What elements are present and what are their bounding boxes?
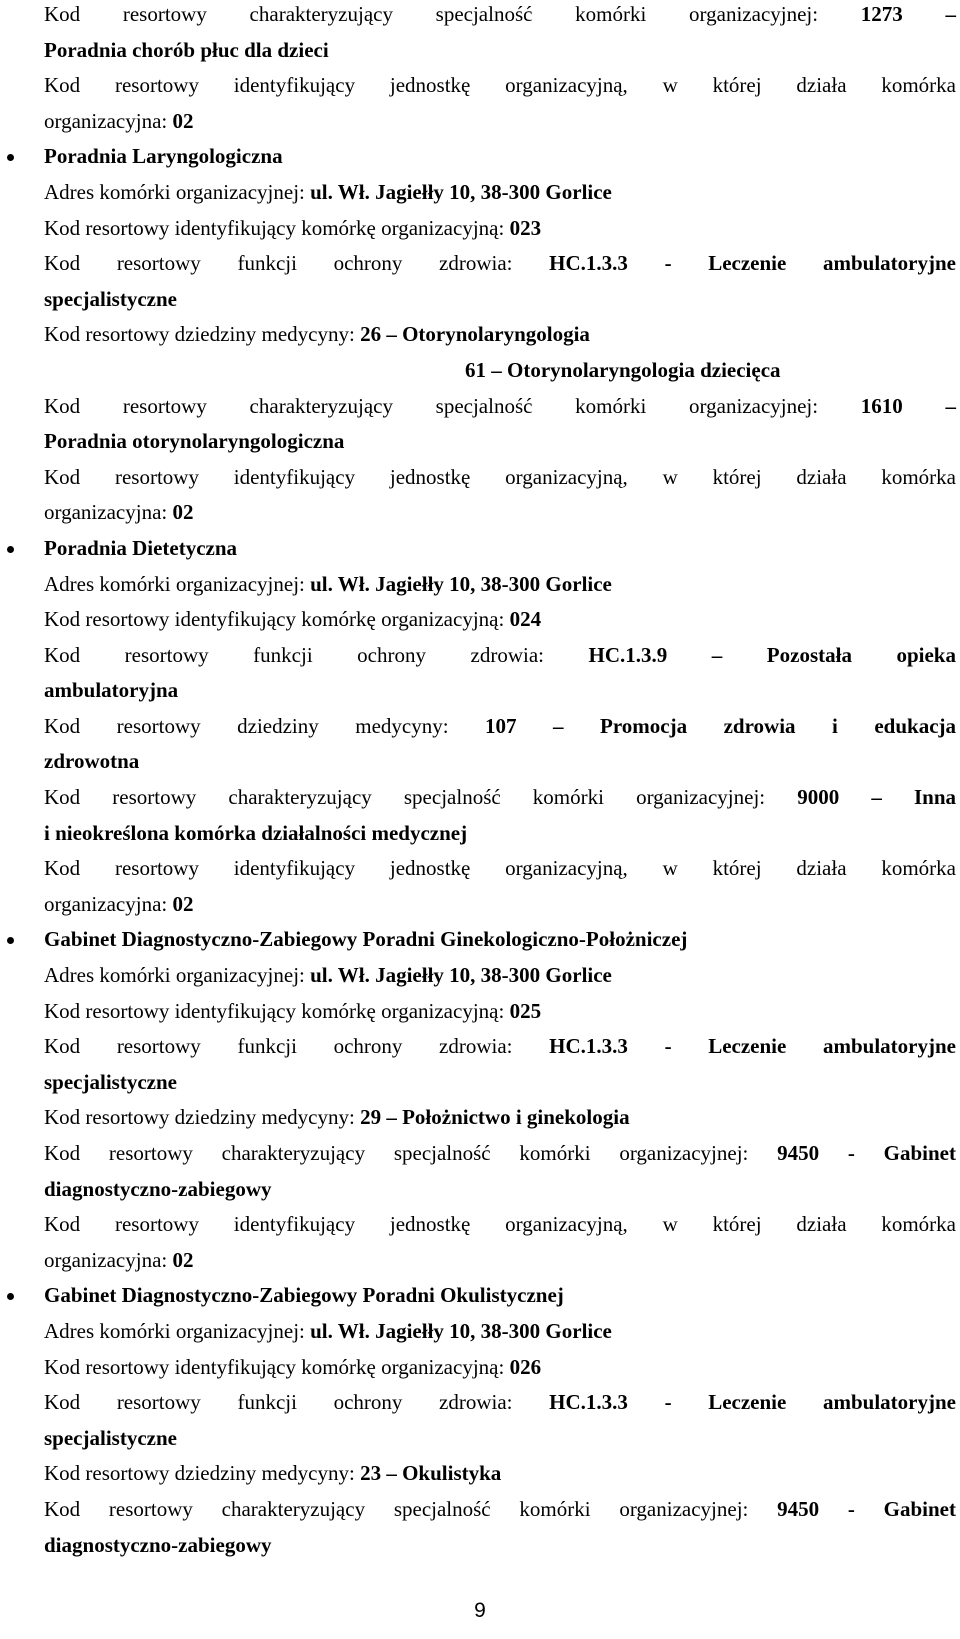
text-label: Adres komórki organizacyjnej:: [44, 1318, 311, 1343]
bullet-icon: [7, 154, 14, 161]
text-line: [44, 33, 956, 69]
text-label: Kod resortowy identyfikujący jednostkę organizacyjną, w której działa komórka: [44, 1212, 956, 1237]
text-value: 9000 – Inna: [797, 785, 957, 810]
text-line: [44, 1456, 956, 1492]
text-value: ul. Wł. Jagiełły 10, 38-300 Gorlice: [310, 1318, 612, 1343]
text-line: [44, 1421, 956, 1457]
text-line: [44, 424, 956, 460]
text-value: zdrowotna: [44, 749, 140, 774]
text-label: Kod resortowy dziedziny medycyny:: [44, 1461, 361, 1486]
text-value: specjalistyczne: [44, 1069, 177, 1094]
text-value: 02: [172, 1247, 194, 1272]
text-label: organizacyjna:: [44, 891, 173, 916]
list-item-heading: [44, 1278, 956, 1314]
text-line: [44, 1385, 956, 1421]
text-label: Kod resortowy charakteryzujący specjalność komórki organizacyjnej:: [44, 785, 798, 810]
text-line: [44, 887, 956, 923]
text-label: Adres komórki organizacyjnej:: [44, 571, 311, 596]
text-label: Kod resortowy dziedziny medycyny:: [44, 713, 486, 738]
text-value: 107 – Promocja zdrowia i edukacja: [485, 713, 957, 738]
text-value: 9450 - Gabinet: [777, 1141, 956, 1165]
text-label: Adres komórki organizacyjnej:: [44, 179, 311, 204]
text-line: [44, 638, 956, 674]
text-label: Kod resortowy funkcji ochrony zdrowia:: [44, 1390, 550, 1415]
text-label: Kod resortowy identyfikujący komórkę organizacyjną:: [44, 1354, 510, 1379]
text-line: [44, 317, 956, 353]
text-value: Gabinet Diagnostyczno-Zabiegowy Poradni Ginekologiczno-Położniczej: [44, 927, 688, 952]
text-label: Adres komórki organizacyjnej:: [44, 963, 311, 988]
text-label: Kod resortowy charakteryzujący specjalność komórki organizacyjnej:: [44, 393, 861, 418]
text-line: [44, 958, 956, 994]
text-value: 26 – Otorynolaryngologia: [360, 322, 590, 347]
text-value: diagnostyczno-zabiegowy: [44, 1532, 272, 1557]
text-line: [44, 744, 956, 780]
text-line: [44, 1350, 956, 1386]
bullet-icon: [7, 937, 14, 944]
text-value: 61 – Otorynolaryngologia dziecięca: [465, 357, 781, 382]
text-label: Kod resortowy dziedziny medycyny:: [44, 322, 361, 347]
text-line: [44, 816, 956, 852]
text-value: ambulatoryjna: [44, 678, 179, 703]
text-line: [44, 1243, 956, 1279]
text-label: organizacyjna:: [44, 1247, 173, 1272]
text-label: Kod resortowy identyfikujący jednostkę organizacyjną, w której działa komórka: [44, 464, 956, 489]
bullet-icon: [7, 546, 14, 553]
text-value: HC.1.3.3 - Leczenie ambulatoryjne: [549, 1390, 956, 1415]
text-value: HC.1.3.3 - Leczenie ambulatoryjne: [549, 1034, 956, 1059]
bullet-icon: [7, 1293, 14, 1300]
text-line: [44, 1029, 956, 1065]
text-value: 02: [172, 891, 194, 916]
text-value: 1610 –: [860, 393, 957, 418]
text-line: [44, 780, 956, 816]
text-line: [44, 602, 956, 638]
text-line: [44, 673, 956, 709]
text-value: specjalistyczne: [44, 286, 177, 311]
text-label: Kod resortowy charakteryzujący specjalność komórki organizacyjnej:: [44, 2, 861, 26]
text-value: 025: [509, 998, 542, 1023]
text-label: Kod resortowy identyfikujący komórkę organizacyjną:: [44, 607, 510, 632]
text-value: Poradnia otorynolaryngologiczna: [44, 429, 345, 454]
text-line: [44, 460, 956, 496]
text-label: Kod resortowy identyfikujący komórkę organizacyjną:: [44, 998, 510, 1023]
list-item-heading: [44, 922, 956, 958]
text-line: [44, 495, 956, 531]
text-label: Kod resortowy charakteryzujący specjalność komórki organizacyjnej:: [44, 1496, 778, 1521]
text-value: specjalistyczne: [44, 1425, 177, 1450]
text-value: 023: [509, 215, 542, 240]
text-value: 026: [509, 1354, 542, 1379]
text-line: [44, 709, 956, 745]
text-label: Kod resortowy dziedziny medycyny:: [44, 1105, 361, 1130]
text-line: [44, 353, 956, 389]
text-value: 29 – Położnictwo i ginekologia: [360, 1105, 630, 1130]
text-value: 9450 - Gabinet: [777, 1496, 956, 1521]
list-item-heading: [44, 531, 956, 567]
text-label: Kod resortowy funkcji ochrony zdrowia:: [44, 1034, 550, 1059]
text-line: [44, 0, 956, 33]
text-line: [44, 851, 956, 887]
document-body: [44, 0, 956, 1563]
text-line: [44, 1136, 956, 1172]
text-value: Poradnia Dietetyczna: [44, 535, 238, 560]
text-value: 23 – Okulistyka: [360, 1461, 502, 1486]
text-value: HC.1.3.9 – Pozostała opieka: [588, 642, 956, 667]
text-label: Kod resortowy charakteryzujący specjalność komórki organizacyjnej:: [44, 1141, 778, 1165]
page-number: 9: [474, 1599, 486, 1622]
text-label: Kod resortowy funkcji ochrony zdrowia:: [44, 642, 589, 667]
text-line: [44, 1172, 956, 1208]
text-line: [44, 104, 956, 140]
text-line: [44, 68, 956, 104]
text-label: Kod resortowy funkcji ochrony zdrowia:: [44, 251, 550, 276]
text-label: organizacyjna:: [44, 500, 173, 525]
text-line: [44, 1207, 956, 1243]
text-line: [44, 1528, 956, 1564]
text-label: Kod resortowy identyfikujący jednostkę organizacyjną, w której działa komórka: [44, 856, 956, 881]
text-line: [44, 175, 956, 211]
text-label: Kod resortowy identyfikujący komórkę organizacyjną:: [44, 215, 510, 240]
text-value: 02: [172, 108, 194, 133]
list-item-heading: [44, 139, 956, 175]
text-value: 024: [509, 607, 542, 632]
text-line: [44, 1065, 956, 1101]
text-value: Poradnia chorób płuc dla dzieci: [44, 37, 329, 62]
text-value: Gabinet Diagnostyczno-Zabiegowy Poradni Okulistycznej: [44, 1283, 564, 1308]
text-line: [44, 994, 956, 1030]
text-value: ul. Wł. Jagiełły 10, 38-300 Gorlice: [310, 963, 612, 988]
text-label: Kod resortowy identyfikujący jednostkę organizacyjną, w której działa komórka: [44, 73, 956, 98]
text-value: ul. Wł. Jagiełły 10, 38-300 Gorlice: [310, 571, 612, 596]
text-line: [44, 1100, 956, 1136]
text-line: [44, 246, 956, 282]
text-line: [44, 1492, 956, 1528]
text-line: [44, 567, 956, 603]
text-value: i nieokreślona komórka działalności medycznej: [44, 820, 468, 845]
text-value: 1273 –: [860, 2, 957, 26]
text-line: [44, 389, 956, 425]
text-value: 02: [172, 500, 194, 525]
text-value: ul. Wł. Jagiełły 10, 38-300 Gorlice: [310, 179, 612, 204]
text-value: Poradnia Laryngologiczna: [44, 144, 283, 169]
text-label: organizacyjna:: [44, 108, 173, 133]
text-line: [44, 282, 956, 318]
text-line: [44, 211, 956, 247]
text-value: diagnostyczno-zabiegowy: [44, 1176, 272, 1201]
text-line: [44, 1314, 956, 1350]
text-value: HC.1.3.3 - Leczenie ambulatoryjne: [549, 251, 956, 276]
